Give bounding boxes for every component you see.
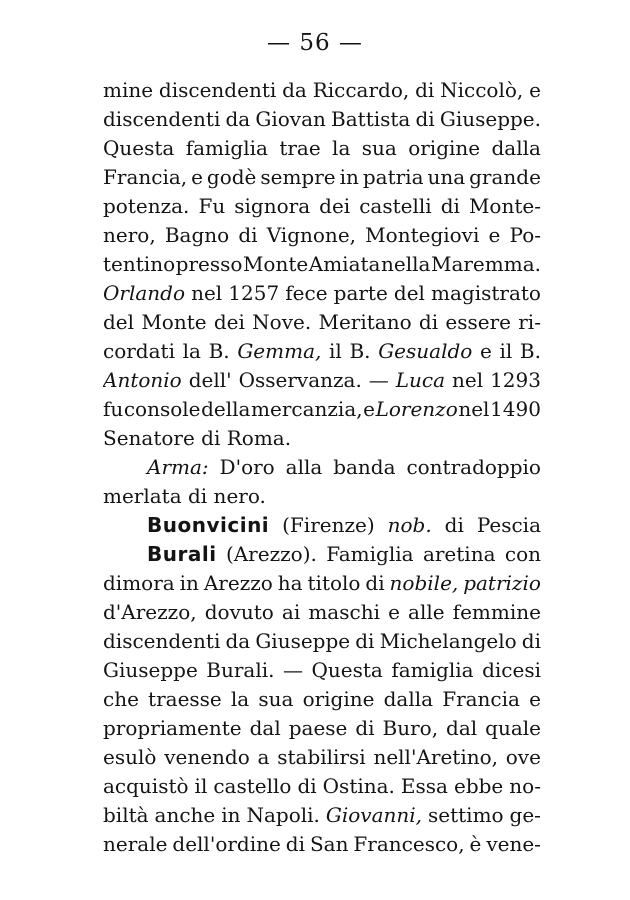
- text-line: Giuseppe Burali. — Questa famiglia dicesi: [103, 658, 541, 682]
- entry-heading-line: Buonvicini (Firenze) nob. di Pescia: [103, 511, 541, 540]
- person-name: Giovanni,: [325, 803, 423, 827]
- family-name-heading: Buonvicini: [147, 513, 270, 537]
- family-name-heading: Burali: [147, 542, 217, 566]
- text-line: dimora in Arezzo ha titolo di nobile, patrizio: [103, 571, 541, 595]
- person-name: Luca: [395, 368, 446, 392]
- text-line: che traesse la sua origine dalla Francia e: [103, 687, 541, 711]
- text-line: fu console della mercanzia, e Lorenzo nel 1490: [103, 395, 541, 424]
- text-line: discendenti da Giovan Battista di Giuseppe.: [103, 107, 541, 131]
- text-line: propriamente dal paese di Buro, dal quale: [103, 716, 541, 740]
- person-name: Antonio: [103, 368, 182, 392]
- person-name: Gemma,: [237, 339, 322, 363]
- person-name: Gesualdo: [378, 339, 473, 363]
- text-line: Orlando nel 1257 fece parte del magistrato: [103, 279, 541, 308]
- arms-label: Arma:: [147, 455, 209, 479]
- text-line: nero, Bagno di Vignone, Montegiovi e Po-: [103, 223, 541, 247]
- text-line: Questa famiglia trae la sua origine dalla: [103, 136, 541, 160]
- person-name: Orlando: [103, 281, 186, 305]
- text-line: del Monte dei Nove. Meritano di essere ri-: [103, 310, 541, 334]
- text-line: acquistò il castello di Ostina. Essa ebbe no-: [103, 774, 541, 798]
- text-line: Antonio dell' Osservanza. — Luca nel 1293: [103, 366, 541, 395]
- text-line: merlata di nero.: [103, 484, 266, 508]
- text-line: nerale dell'ordine di San Francesco, è vene-: [103, 832, 541, 856]
- text-line: discendenti da Giuseppe di Michelangelo di: [103, 629, 541, 653]
- text-line: esulò venendo a stabilirsi nell'Aretino, ove: [103, 745, 541, 769]
- text-line: mine discendenti da Riccardo, di Niccolò, e: [103, 78, 541, 102]
- page-number: — 56 —: [267, 30, 363, 56]
- entry-heading-line: Burali (Arezzo). Famiglia aretina con: [103, 540, 541, 569]
- arms-line: Arma: D'oro alla banda contradoppio: [103, 453, 541, 482]
- text-line: tentino presso Monte Amiata nella Maremma.: [103, 252, 541, 276]
- body-text: [103, 76, 541, 859]
- text-line: d'Arezzo, dovuto ai maschi e alle femmine: [103, 600, 541, 624]
- text-line: biltà anche in Napoli. Giovanni, settimo ge-: [103, 801, 541, 830]
- person-name: Lorenzo: [375, 397, 458, 421]
- text-line: Senatore di Roma.: [103, 426, 292, 450]
- text-line: Francia, e godè sempre in patria una grande: [103, 165, 541, 189]
- text-line: potenza. Fu signora dei castelli di Monte-: [103, 194, 541, 218]
- text-line: cordati la B. Gemma, il B. Gesualdo e il B.: [103, 337, 541, 366]
